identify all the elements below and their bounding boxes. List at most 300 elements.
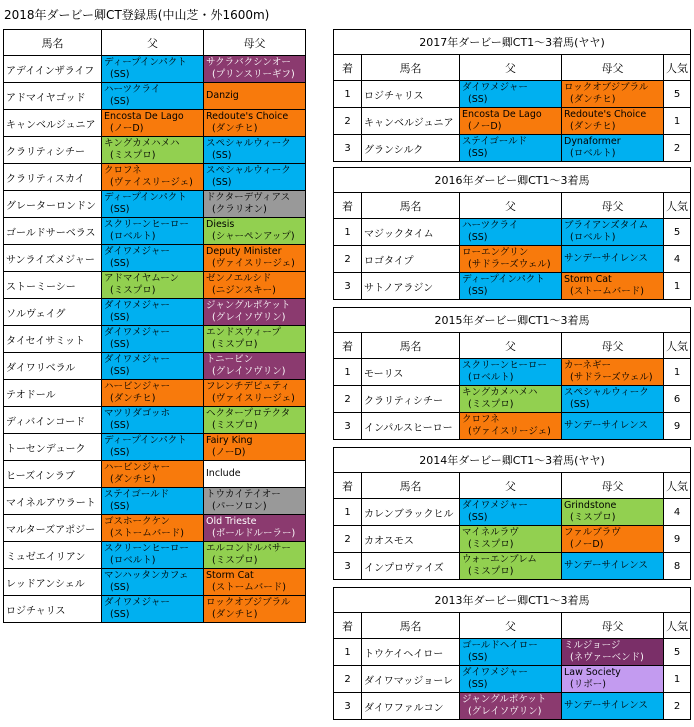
- sire-cell: [102, 488, 204, 515]
- popularity: 4: [664, 246, 691, 273]
- damsire-line: (ニジンスキー): [212, 285, 276, 296]
- damsire-cell: [204, 164, 306, 191]
- sire-line: ディープインパクト: [104, 435, 187, 446]
- finish-position: 1: [334, 499, 362, 526]
- sire-cell: [102, 218, 204, 245]
- horse-name: キャンベルジュニア: [362, 108, 460, 135]
- damsire-cell: [204, 272, 306, 299]
- damsire-line: (ストームバード): [212, 582, 286, 593]
- popularity: 4: [664, 499, 691, 526]
- sire-cell: [102, 137, 204, 164]
- damsire-line: エルコンドルパサー: [206, 543, 291, 554]
- sire-line: (SS): [110, 204, 130, 215]
- finish-position: 3: [334, 693, 362, 720]
- sire-cell: [460, 246, 562, 273]
- sire-cell: [460, 273, 562, 300]
- damsire-line: Redoute's Choice: [206, 111, 289, 122]
- damsire-line: Include: [206, 468, 241, 479]
- horse-name: アデイインザライフ: [4, 56, 102, 83]
- sire-cell: [460, 135, 562, 162]
- sire-header: 父: [460, 333, 562, 359]
- pos-header: 着: [334, 193, 362, 219]
- finish-position: 1: [334, 81, 362, 108]
- pop-header: 人気: [664, 193, 691, 219]
- damsire-cell: [562, 639, 664, 666]
- sire-line: クロフネ: [104, 165, 142, 176]
- sire-line: (SS): [110, 366, 130, 377]
- sire-cell: [102, 380, 204, 407]
- damsire-line: フレンチデピュティ: [206, 381, 291, 392]
- horse-name: ダイワマッジョーレ: [362, 666, 460, 693]
- popularity: 5: [664, 219, 691, 246]
- horse-name: インプロヴァイズ: [362, 553, 460, 580]
- name-header: 馬名: [4, 30, 102, 56]
- sire-line: ダイワメジャー: [462, 667, 528, 678]
- damsire-cell: [562, 553, 664, 580]
- sire-line: (グレイソヴリン): [468, 706, 542, 717]
- block-title-row: [334, 30, 691, 55]
- damsire-line: Storm Cat: [206, 570, 254, 581]
- sire-cell: [460, 359, 562, 386]
- table-row: [334, 359, 691, 386]
- table-row: [4, 380, 306, 407]
- table-row: [4, 326, 306, 353]
- horse-name: ゴールドサーベラス: [4, 218, 102, 245]
- popularity: 2: [664, 135, 691, 162]
- sire-cell: [102, 245, 204, 272]
- damsire-line: (サドラーズウェル): [570, 372, 653, 383]
- result-block: [333, 167, 691, 300]
- table-row: [4, 596, 306, 623]
- sire-line: (SS): [110, 582, 130, 593]
- sire-line: (ヴァイスリージェ): [110, 177, 193, 188]
- table-row: [4, 218, 306, 245]
- sire-header: 父: [102, 30, 204, 56]
- popularity: 8: [664, 553, 691, 580]
- table-row: [4, 245, 306, 272]
- column-header-row: [334, 193, 691, 219]
- damsire-line: スペシャルウィーク: [564, 387, 649, 398]
- block-title: 2013年ダービー卿CT1～3着馬: [334, 588, 691, 613]
- block-title: 2015年ダービー卿CT1～3着馬: [334, 308, 691, 333]
- damsire-line: (リボー): [570, 679, 606, 690]
- sire-line: (ヴァイスリージェ): [468, 426, 551, 437]
- damsire-cell: [204, 245, 306, 272]
- damsire-cell: [562, 693, 664, 720]
- damsire-line: ゼンノエルシド: [206, 273, 272, 284]
- sire-line: マンハッタンカフェ: [104, 570, 189, 581]
- finish-position: 1: [334, 359, 362, 386]
- damsire-header: 母父: [562, 55, 664, 81]
- damsire-line: ミルジョージ: [564, 640, 621, 651]
- sire-line: (ロベルト): [110, 555, 156, 566]
- table-row: [4, 569, 306, 596]
- damsire-line: (グレイソヴリン): [212, 312, 286, 323]
- sire-cell: [102, 299, 204, 326]
- sire-line: ディープインパクト: [104, 192, 187, 203]
- sire-line: (SS): [468, 232, 488, 243]
- damsire-cell: [204, 407, 306, 434]
- horse-name: ダイワリベラル: [4, 353, 102, 380]
- sire-cell: [460, 553, 562, 580]
- popularity: 5: [664, 639, 691, 666]
- damsire-line: ヘクタープロテクタ: [206, 408, 291, 419]
- finish-position: 1: [334, 219, 362, 246]
- registered-horses-table: [3, 29, 306, 623]
- damsire-line: (シャーペンアップ): [212, 231, 295, 242]
- sire-line: (ノーD): [110, 123, 144, 134]
- sire-cell: [102, 83, 204, 110]
- damsire-line: サンデーサイレンス: [564, 253, 648, 264]
- damsire-cell: [204, 461, 306, 488]
- damsire-line: (ミスプロ): [212, 555, 258, 566]
- horse-name: キャンベルジュニア: [4, 110, 102, 137]
- sire-line: ゴスホークケン: [104, 516, 171, 527]
- damsire-line: (ミスプロ): [212, 420, 258, 431]
- damsire-line: (ストームバード): [570, 286, 644, 297]
- sire-line: (ロベルト): [468, 372, 514, 383]
- damsire-line: (ミスプロ): [212, 339, 258, 350]
- damsire-cell: [204, 137, 306, 164]
- damsire-line: (ヴァイスリージェ): [212, 393, 295, 404]
- sire-line: ダイワメジャー: [104, 597, 170, 608]
- table-row: [4, 110, 306, 137]
- block-title: 2016年ダービー卿CT1～3着馬: [334, 168, 691, 193]
- sire-line: ジャングルポケット: [462, 694, 547, 705]
- table-row: [334, 386, 691, 413]
- pos-header: 着: [334, 473, 362, 499]
- table-row: [334, 639, 691, 666]
- sire-header: 父: [460, 613, 562, 639]
- damsire-line: Old Trieste: [206, 516, 257, 527]
- finish-position: 2: [334, 386, 362, 413]
- sire-line: ステイゴールド: [104, 489, 170, 500]
- sire-cell: [460, 386, 562, 413]
- damsire-cell: [562, 359, 664, 386]
- horse-name: ダイワファルコン: [362, 693, 460, 720]
- pos-header: 着: [334, 333, 362, 359]
- name-header: 馬名: [362, 55, 460, 81]
- horse-name: マジックタイム: [362, 219, 460, 246]
- popularity: 5: [664, 81, 691, 108]
- horse-name: ミュゼエイリアン: [4, 542, 102, 569]
- sire-line: (ダンチヒ): [110, 393, 156, 404]
- damsire-line: サンデーサイレンス: [564, 700, 648, 711]
- table-row: [4, 272, 306, 299]
- pop-header: 人気: [664, 473, 691, 499]
- damsire-line: Grindstone: [564, 500, 617, 511]
- sire-line: マツリダゴッホ: [104, 408, 171, 419]
- column-header-row: [334, 473, 691, 499]
- damsire-cell: [204, 569, 306, 596]
- pop-header: 人気: [664, 613, 691, 639]
- damsire-line: (SS): [570, 399, 590, 410]
- damsire-line: Diesis: [206, 219, 235, 230]
- sire-line: Encosta De Lago: [462, 109, 542, 120]
- sire-line: ゴールドヘイロー: [462, 640, 538, 651]
- damsire-line: カーネギー: [564, 360, 612, 371]
- damsire-line: ロックオブジブラル: [206, 597, 291, 608]
- finish-position: 1: [334, 639, 362, 666]
- table-row: [4, 515, 306, 542]
- sire-line: ハービンジャー: [104, 462, 171, 473]
- sire-line: (ミスプロ): [468, 539, 514, 550]
- damsire-cell: [562, 499, 664, 526]
- sire-line: ウォーエンブレム: [462, 554, 537, 565]
- damsire-line: Deputy Minister: [206, 246, 282, 257]
- sire-line: ダイワメジャー: [104, 327, 170, 338]
- damsire-cell: [204, 191, 306, 218]
- damsire-line: (ミスプロ): [570, 512, 616, 523]
- damsire-line: トニービン: [206, 354, 254, 365]
- sire-line: アドマイヤムーン: [104, 273, 180, 284]
- horse-name: クラリティシチー: [362, 386, 460, 413]
- finish-position: 2: [334, 526, 362, 553]
- finish-position: 2: [334, 666, 362, 693]
- sire-line: (SS): [110, 69, 130, 80]
- table-row: [334, 219, 691, 246]
- damsire-line: サンデーサイレンス: [564, 560, 648, 571]
- horse-name: グレーターロンドン: [4, 191, 102, 218]
- damsire-cell: [204, 218, 306, 245]
- finish-position: 3: [334, 135, 362, 162]
- damsire-line: (SS): [212, 150, 232, 161]
- popularity: 1: [664, 108, 691, 135]
- sire-line: ダイワメジャー: [462, 500, 528, 511]
- damsire-line: (ロベルト): [570, 232, 616, 243]
- damsire-line: ドクターデヴィアス: [206, 192, 291, 203]
- result-block: [333, 29, 691, 162]
- damsire-cell: [562, 108, 664, 135]
- damsire-line: ロックオブジブラル: [564, 82, 649, 93]
- table-row: [4, 407, 306, 434]
- result-block: [333, 447, 691, 580]
- damsire-line: Storm Cat: [564, 274, 612, 285]
- damsire-line: (パーソロン): [212, 501, 267, 512]
- table-row: [334, 666, 691, 693]
- name-header: 馬名: [362, 473, 460, 499]
- sire-line: スクリーンヒーロー: [104, 219, 189, 230]
- sire-line: (SS): [110, 96, 130, 107]
- sire-header: 父: [460, 55, 562, 81]
- table-row: [4, 461, 306, 488]
- column-header-row: [334, 333, 691, 359]
- popularity: 9: [664, 526, 691, 553]
- sire-line: ダイワメジャー: [104, 300, 170, 311]
- block-title-row: [334, 308, 691, 333]
- sire-line: クロフネ: [462, 414, 500, 425]
- finish-position: 3: [334, 553, 362, 580]
- sire-cell: [102, 596, 204, 623]
- damsire-cell: [204, 515, 306, 542]
- horse-name: トウケイヘイロー: [362, 639, 460, 666]
- damsire-line: ファルブラヴ: [564, 527, 621, 538]
- damsire-line: トウカイテイオー: [206, 489, 281, 500]
- damsire-line: (ノーD): [212, 447, 246, 458]
- damsire-header: 母父: [562, 613, 664, 639]
- horse-name: ロジチャリス: [362, 81, 460, 108]
- damsire-line: (ダンチヒ): [570, 94, 616, 105]
- damsire-line: Fairy King: [206, 435, 253, 446]
- table-row: [334, 499, 691, 526]
- damsire-line: (ヴァイスリージェ): [212, 258, 295, 269]
- sire-line: (SS): [110, 258, 130, 269]
- sire-line: ハーツクライ: [104, 84, 161, 95]
- table-row: [4, 56, 306, 83]
- sire-cell: [460, 81, 562, 108]
- damsire-line: (ネヴァーベンド): [570, 652, 644, 663]
- damsire-line: (ノーD): [570, 539, 604, 550]
- sire-cell: [102, 515, 204, 542]
- sire-line: (SS): [468, 94, 488, 105]
- damsire-cell: [204, 110, 306, 137]
- horse-name: マイネルアウラート: [4, 488, 102, 515]
- sire-line: キングカメハメハ: [104, 138, 180, 149]
- block-title-row: [334, 588, 691, 613]
- pop-header: 人気: [664, 55, 691, 81]
- sire-line: ハービンジャー: [104, 381, 171, 392]
- horse-name: クラリティスカイ: [4, 164, 102, 191]
- horse-name: カオスモス: [362, 526, 460, 553]
- damsire-line: (ダンチヒ): [212, 123, 258, 134]
- table-row: [334, 526, 691, 553]
- damsire-cell: [204, 488, 306, 515]
- table-row: [4, 488, 306, 515]
- damsire-cell: [562, 81, 664, 108]
- pop-header: 人気: [664, 333, 691, 359]
- sire-line: Encosta De Lago: [104, 111, 184, 122]
- result-block: [333, 307, 691, 440]
- table-row: [4, 83, 306, 110]
- sire-line: (ミスプロ): [468, 399, 514, 410]
- finish-position: 2: [334, 246, 362, 273]
- table-row: [4, 353, 306, 380]
- block-title-row: [334, 448, 691, 473]
- damsire-header: 母父: [562, 333, 664, 359]
- sire-cell: [102, 56, 204, 83]
- sire-cell: [102, 110, 204, 137]
- table-row: [334, 273, 691, 300]
- horse-name: ヒーズインラブ: [4, 461, 102, 488]
- sire-cell: [102, 353, 204, 380]
- sire-line: (ミスプロ): [110, 285, 156, 296]
- table-row: [4, 542, 306, 569]
- horse-name: サトノアラジン: [362, 273, 460, 300]
- damsire-cell: [562, 386, 664, 413]
- popularity: 9: [664, 413, 691, 440]
- damsire-line: (グレイソヴリン): [212, 366, 286, 377]
- sire-line: (SS): [468, 286, 488, 297]
- sire-line: (SS): [110, 420, 130, 431]
- name-header: 馬名: [362, 193, 460, 219]
- sire-line: ローエングリン: [462, 247, 529, 258]
- damsire-line: (ロベルト): [570, 148, 616, 159]
- header-row: [4, 30, 306, 56]
- sire-cell: [460, 693, 562, 720]
- horse-name: テオドール: [4, 380, 102, 407]
- damsire-cell: [204, 299, 306, 326]
- sire-line: (ダンチヒ): [110, 474, 156, 485]
- popularity: 1: [664, 273, 691, 300]
- damsire-line: スペシャルウィーク: [206, 165, 291, 176]
- damsire-line: サクラバクシンオー: [206, 57, 291, 68]
- horse-name: モーリス: [362, 359, 460, 386]
- damsire-cell: [204, 434, 306, 461]
- table-row: [4, 137, 306, 164]
- block-title: 2014年ダービー卿CT1～3着馬(ヤヤ): [334, 448, 691, 473]
- horse-name: ロジチャリス: [4, 596, 102, 623]
- table-row: [334, 246, 691, 273]
- sire-cell: [102, 164, 204, 191]
- damsire-line: (ダンチヒ): [212, 609, 258, 620]
- damsire-cell: [204, 380, 306, 407]
- sire-cell: [102, 434, 204, 461]
- damsire-line: サンデーサイレンス: [564, 420, 648, 431]
- damsire-cell: [562, 273, 664, 300]
- damsire-cell: [204, 326, 306, 353]
- sire-cell: [460, 413, 562, 440]
- sire-cell: [102, 542, 204, 569]
- sire-header: 父: [460, 473, 562, 499]
- sire-line: (SS): [110, 447, 130, 458]
- damsire-cell: [204, 83, 306, 110]
- sire-cell: [102, 461, 204, 488]
- damsire-cell: [562, 135, 664, 162]
- sire-cell: [102, 569, 204, 596]
- horse-name: サンライズメジャー: [4, 245, 102, 272]
- sire-cell: [460, 108, 562, 135]
- sire-cell: [102, 191, 204, 218]
- sire-line: キングカメハメハ: [462, 387, 538, 398]
- damsire-cell: [562, 413, 664, 440]
- damsire-line: Dynaformer: [564, 136, 621, 147]
- sire-line: ディープインパクト: [462, 274, 545, 285]
- popularity: 2: [664, 693, 691, 720]
- sire-cell: [460, 526, 562, 553]
- damsire-cell: [204, 353, 306, 380]
- sire-line: マイネルラヴ: [462, 527, 519, 538]
- block-title: 2017年ダービー卿CT1～3着馬(ヤヤ): [334, 30, 691, 55]
- sire-line: (ノーD): [468, 121, 502, 132]
- page-title: 2018年ダービー卿CT登録馬(中山芝・外1600m): [4, 8, 270, 22]
- popularity: 6: [664, 386, 691, 413]
- name-header: 馬名: [362, 613, 460, 639]
- sire-line: ダイワメジャー: [104, 354, 170, 365]
- pos-header: 着: [334, 55, 362, 81]
- damsire-line: エンドスウィープ: [206, 327, 281, 338]
- damsire-line: Redoute's Choice: [564, 109, 647, 120]
- pos-header: 着: [334, 613, 362, 639]
- damsire-line: Danzig: [206, 90, 239, 101]
- horse-name: ロゴタイプ: [362, 246, 460, 273]
- sire-line: (SS): [110, 312, 130, 323]
- popularity: 1: [664, 359, 691, 386]
- sire-line: (SS): [468, 652, 488, 663]
- damsire-cell: [204, 596, 306, 623]
- sire-line: (SS): [468, 679, 488, 690]
- horse-name: レッドアンシェル: [4, 569, 102, 596]
- table-row: [334, 553, 691, 580]
- damsire-line: (ボールドルーラー): [212, 528, 296, 539]
- sire-header: 父: [460, 193, 562, 219]
- damsire-cell: [562, 219, 664, 246]
- sire-line: ダイワメジャー: [462, 82, 528, 93]
- table-row: [334, 108, 691, 135]
- result-block: [333, 587, 691, 720]
- popularity: 1: [664, 666, 691, 693]
- column-header-row: [334, 613, 691, 639]
- sire-line: (ミスプロ): [468, 566, 514, 577]
